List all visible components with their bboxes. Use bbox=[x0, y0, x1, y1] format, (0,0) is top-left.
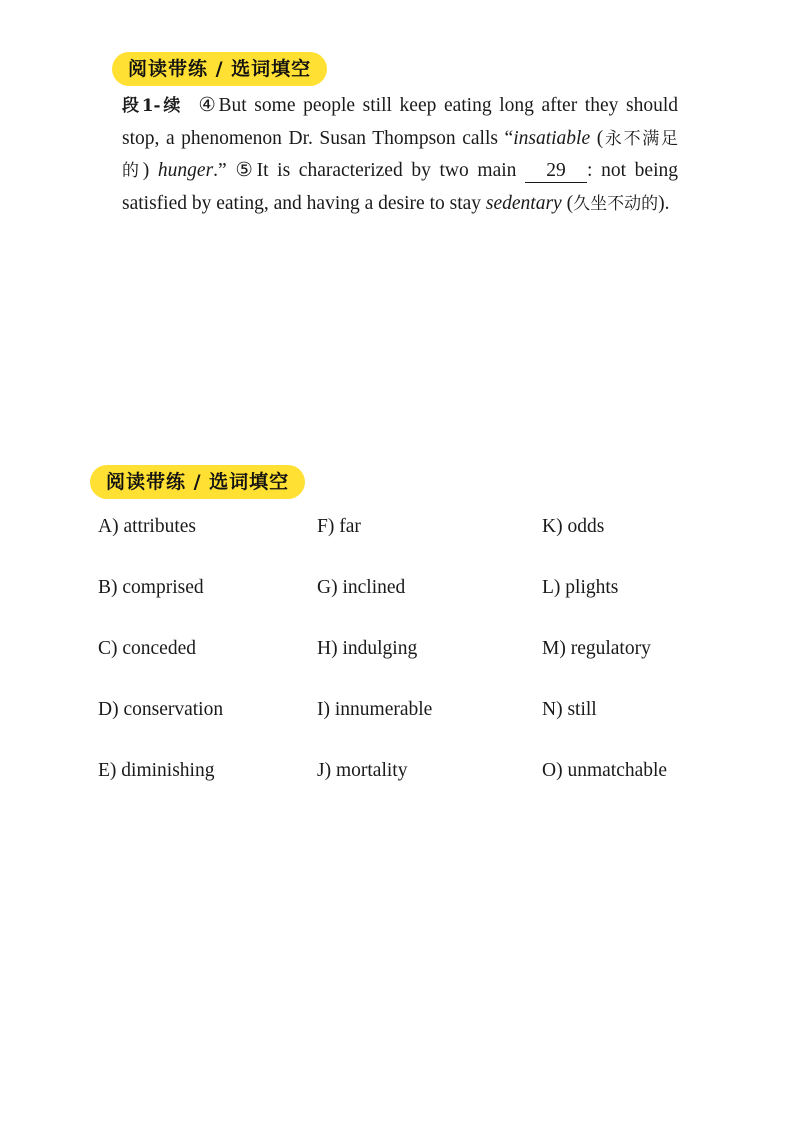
option-item: D) conservation bbox=[98, 699, 224, 720]
passage-text: ) bbox=[142, 160, 158, 181]
option-item: M) regulatory bbox=[542, 638, 651, 659]
options-row bbox=[98, 632, 738, 693]
option-item: J) mortality bbox=[317, 760, 408, 781]
option-item: E) diminishing bbox=[98, 760, 215, 781]
passage-text: ( bbox=[561, 192, 574, 214]
option-item: C) conceded bbox=[98, 638, 196, 659]
option-item: N) still bbox=[542, 699, 597, 720]
passage-paragraph bbox=[122, 90, 678, 220]
option-item: B) comprised bbox=[98, 577, 204, 598]
passage-italic-word: hunger bbox=[157, 160, 214, 181]
chinese-gloss: 永不满足的 bbox=[122, 128, 678, 181]
answer-blank: 29 bbox=[525, 160, 587, 183]
option-item: O) unmatchable bbox=[542, 760, 668, 781]
passage-text: .” ⑤It is characterized by two main bbox=[213, 160, 526, 181]
option-item: H) indulging bbox=[317, 638, 418, 659]
section-header-badge: 阅读带练 / 选词填空 bbox=[90, 465, 305, 499]
passage-text: ( bbox=[590, 127, 604, 149]
section-header-badge: 阅读带练 / 选词填空 bbox=[112, 52, 327, 86]
passage-italic-word: sedentary bbox=[485, 192, 562, 214]
option-item: F) far bbox=[317, 516, 361, 537]
option-item: A) attributes bbox=[98, 516, 197, 537]
options-row bbox=[98, 754, 738, 815]
chinese-gloss: 久坐不动的 bbox=[573, 193, 659, 214]
passage-text: : not being satisfied by eating, and having a desire to stay bbox=[122, 160, 678, 214]
paragraph-label: 段1-续 bbox=[122, 96, 184, 116]
options-row bbox=[98, 693, 738, 754]
options-row bbox=[98, 571, 738, 632]
option-item: L) plights bbox=[542, 577, 619, 598]
passage-italic-word: insatiable bbox=[513, 127, 591, 149]
passage-text: ④But some people still keep eating long after they should stop, a phenomenon Dr. Susan Thompson calls “ bbox=[122, 95, 678, 149]
option-item: G) inclined bbox=[317, 577, 406, 598]
option-item: I) innumerable bbox=[317, 699, 433, 720]
options-row bbox=[98, 510, 738, 571]
option-item: K) odds bbox=[542, 516, 605, 537]
word-options-grid bbox=[98, 510, 738, 815]
passage-text: ). bbox=[658, 192, 670, 214]
